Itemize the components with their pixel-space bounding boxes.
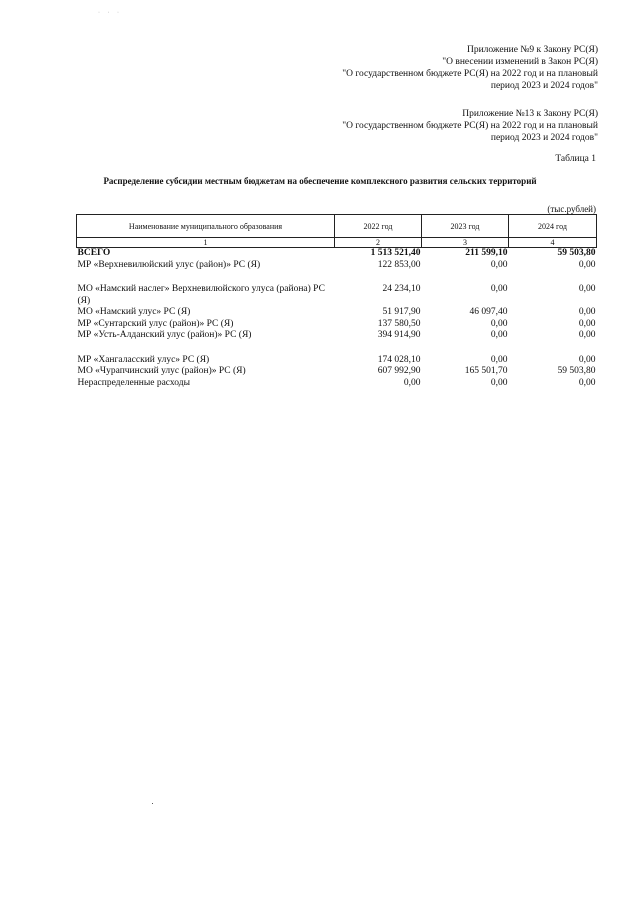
row-name: ВСЕГО — [77, 248, 111, 258]
header-line: "О государственном бюджете РС(Я) на 2022 год и на плановый — [342, 121, 598, 131]
document-title: Распределение субсидии местным бюджетам на обеспечение комплексного развития сельских территорий — [103, 176, 537, 186]
table-number: Таблица 1 — [555, 154, 596, 164]
row-name: МО «Намский наслег» Верхневилюйского улуса (района) РС (Я) — [77, 284, 325, 306]
value-2024: 59 503,80 — [557, 366, 596, 376]
column-number-row — [77, 238, 597, 248]
appendix-9-header — [342, 44, 598, 92]
value-2022: 51 917,90 — [382, 307, 421, 317]
table-row — [77, 366, 597, 378]
value-2022: 1 513 521,40 — [370, 248, 421, 258]
row-name: МР «Сунтарский улус (район)» РС (Я) — [77, 318, 234, 329]
spacer-row — [77, 342, 597, 355]
appendix-13-header — [342, 108, 598, 144]
value-2024: 0,00 — [578, 259, 596, 270]
value-2022: 122 853,00 — [377, 259, 421, 270]
header-line: период 2023 и 2024 годов" — [490, 133, 598, 143]
header-line: Приложение №9 к Закону РС(Я) — [466, 45, 598, 55]
units-label: (тыс.рублей) — [547, 204, 596, 214]
value-2024: 0,00 — [578, 307, 596, 317]
table-row — [77, 378, 597, 390]
value-2023: 165 501,70 — [464, 366, 508, 376]
value-2023: 0,00 — [490, 318, 508, 329]
column-header: 2024 год — [509, 215, 597, 238]
value-2022: 394 914,90 — [377, 330, 421, 340]
value-2022: 137 580,50 — [377, 318, 421, 329]
column-number: 4 — [509, 238, 597, 248]
header-line: период 2023 и 2024 годов" — [490, 81, 598, 91]
table-row — [77, 284, 597, 307]
value-2024: 59 503,80 — [557, 248, 596, 258]
table-row — [77, 307, 597, 319]
row-name: МО «Намский улус» РС (Я) — [77, 307, 191, 317]
subsidy-table — [76, 214, 597, 389]
table-row — [77, 330, 597, 342]
scan-dot — [152, 803, 153, 804]
value-2022: 607 992,90 — [377, 366, 421, 376]
value-2024: 0,00 — [578, 284, 596, 294]
table-row — [77, 260, 597, 272]
value-2022: 24 234,10 — [382, 284, 421, 294]
value-2023: 0,00 — [490, 377, 508, 388]
header-line: "О внесении изменений в Закон РС(Я) — [442, 57, 598, 67]
column-number: 1 — [77, 238, 335, 248]
value-2022: 0,00 — [403, 377, 421, 388]
value-2023: 0,00 — [490, 354, 508, 365]
value-2024: 0,00 — [578, 377, 596, 388]
value-2022: 174 028,10 — [377, 354, 421, 365]
column-number: 3 — [422, 238, 509, 248]
total-row — [77, 248, 597, 260]
table-row — [77, 319, 597, 331]
row-name: МР «Усть-Алданский улус (район)» РС (Я) — [77, 330, 252, 340]
value-2023: 211 599,10 — [465, 248, 508, 258]
value-2023: 0,00 — [490, 259, 508, 270]
header-line: "О государственном бюджете РС(Я) на 2022 год и на плановый — [342, 69, 598, 79]
spacer-row — [77, 271, 597, 284]
column-header: Наименование муниципального образования — [77, 215, 335, 238]
row-name: МР «Хангаласский улус» РС (Я) — [77, 354, 210, 365]
column-header: 2023 год — [422, 215, 509, 238]
table-header-row — [77, 215, 597, 238]
value-2024: 0,00 — [578, 330, 596, 340]
header-line: Приложение №13 к Закону РС(Я) — [462, 109, 598, 119]
scan-speck: · · · — [98, 10, 122, 16]
value-2024: 0,00 — [578, 318, 596, 329]
value-2023: 0,00 — [490, 284, 508, 294]
column-number: 2 — [335, 238, 422, 248]
table-row — [77, 355, 597, 367]
value-2023: 0,00 — [490, 330, 508, 340]
column-header: 2022 год — [335, 215, 422, 238]
value-2023: 46 097,40 — [469, 307, 508, 317]
row-name: МО «Чурапчинский улус (район)» РС (Я) — [77, 366, 246, 376]
value-2024: 0,00 — [578, 354, 596, 365]
row-name: МР «Верхневилюйский улус (район)» РС (Я) — [77, 259, 261, 270]
row-name: Нераспределенные расходы — [77, 377, 190, 388]
